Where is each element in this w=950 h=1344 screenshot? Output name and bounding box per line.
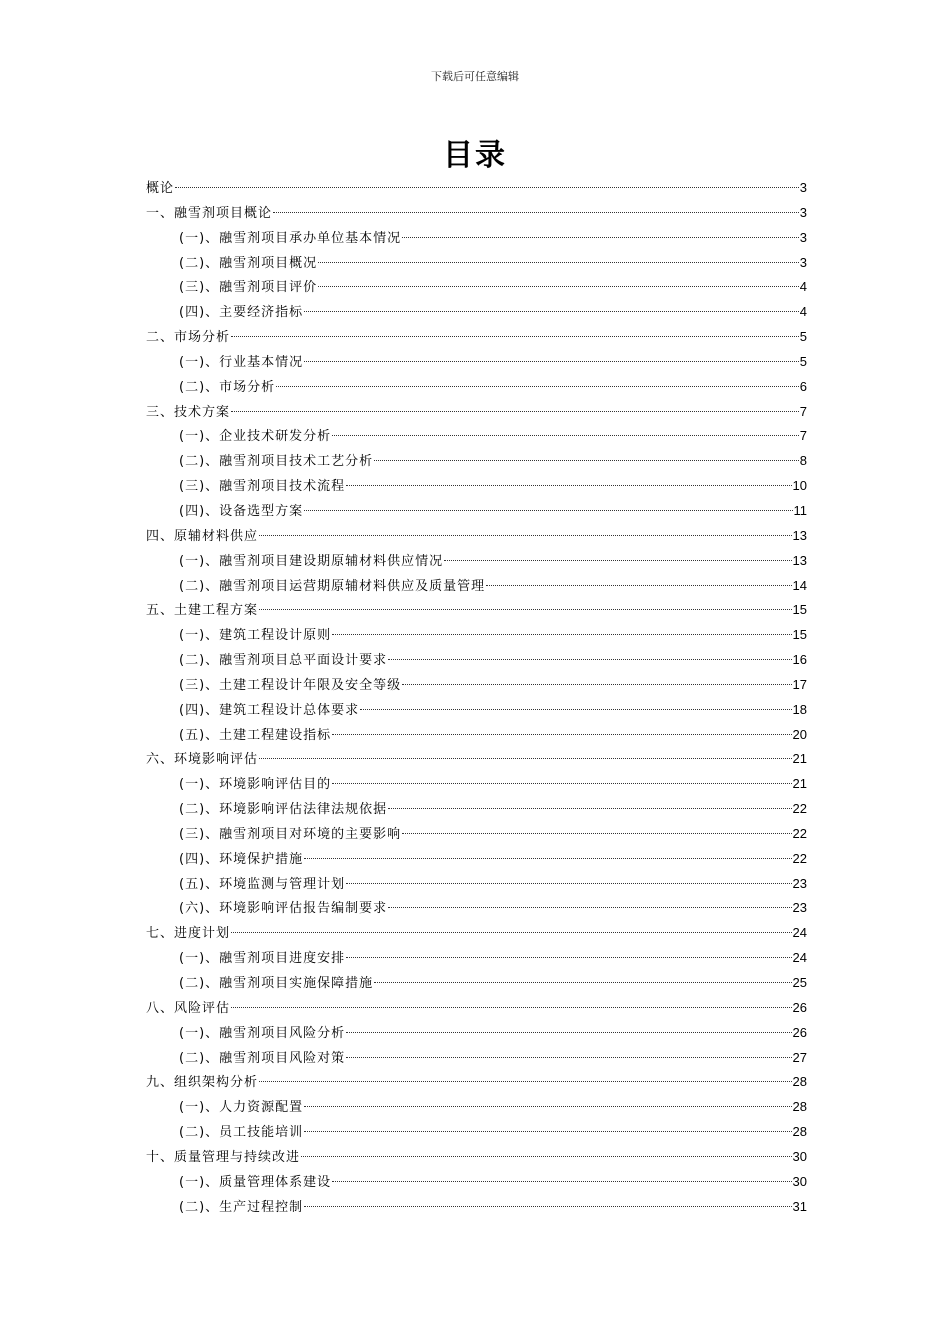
toc-entry-label: (一)、行业基本情况 xyxy=(179,354,304,370)
toc-dot-leader xyxy=(332,734,791,735)
toc-entry-label: (三)、融雪剂项目评价 xyxy=(179,280,318,296)
toc-entry-label: (一)、建筑工程设计原则 xyxy=(179,628,332,644)
toc-entry[interactable] xyxy=(146,847,807,872)
toc-dot-leader xyxy=(332,634,791,635)
toc-entry[interactable] xyxy=(146,474,807,499)
toc-dot-leader xyxy=(304,858,791,859)
toc-entry-page-number: 4 xyxy=(799,304,807,320)
toc-entry-label: 九、组织架构分析 xyxy=(146,1075,259,1091)
toc-entry[interactable] xyxy=(146,251,807,276)
toc-dot-leader xyxy=(332,1181,791,1182)
toc-entry-page-number: 11 xyxy=(793,502,807,518)
toc-entry[interactable] xyxy=(146,1070,807,1095)
toc-entry[interactable] xyxy=(146,226,807,251)
toc-entry-label: (二)、融雪剂项目概况 xyxy=(179,255,318,271)
toc-entry[interactable] xyxy=(146,623,807,648)
toc-dot-leader xyxy=(332,435,799,436)
toc-entry-label: 八、风险评估 xyxy=(146,1000,231,1016)
toc-entry-page-number: 22 xyxy=(792,801,807,817)
toc-dot-leader xyxy=(231,1007,792,1008)
toc-entry-label: (一)、质量管理体系建设 xyxy=(179,1174,332,1190)
toc-entry-page-number: 26 xyxy=(792,1024,807,1040)
toc-entry[interactable] xyxy=(146,1195,807,1220)
toc-dot-leader xyxy=(346,1032,791,1033)
header-note: 下载后可任意编辑 xyxy=(431,70,519,83)
toc-entry[interactable] xyxy=(146,772,807,797)
toc-entry[interactable] xyxy=(146,1095,807,1120)
toc-entry-label: (三)、土建工程设计年限及安全等级 xyxy=(179,677,402,693)
toc-entry-label: (二)、生产过程控制 xyxy=(179,1199,304,1215)
toc-entry[interactable] xyxy=(146,971,807,996)
toc-entry-label: (五)、环境监测与管理计划 xyxy=(179,876,346,892)
toc-entry-page-number: 24 xyxy=(792,925,807,941)
toc-dot-leader xyxy=(231,932,792,933)
toc-title: 目录 xyxy=(443,138,507,173)
toc-entry-page-number: 28 xyxy=(792,1074,807,1090)
toc-entry[interactable] xyxy=(146,1170,807,1195)
toc-entry-page-number: 7 xyxy=(799,403,807,419)
toc-entry-page-number: 31 xyxy=(792,1198,807,1214)
toc-entry-page-number: 5 xyxy=(799,329,807,345)
table-of-contents xyxy=(146,176,807,1219)
toc-entry[interactable] xyxy=(146,598,807,623)
toc-entry[interactable] xyxy=(146,1145,807,1170)
toc-entry-label: (二)、融雪剂项目风险对策 xyxy=(179,1050,346,1066)
toc-entry[interactable] xyxy=(146,797,807,822)
toc-entry-label: (二)、环境影响评估法律法规依据 xyxy=(179,802,388,818)
toc-entry-page-number: 15 xyxy=(792,602,807,618)
toc-dot-leader xyxy=(388,659,791,660)
toc-entry[interactable] xyxy=(146,822,807,847)
toc-dot-leader xyxy=(231,411,799,412)
toc-dot-leader xyxy=(276,386,799,387)
toc-entry-label: (二)、员工技能培训 xyxy=(179,1125,304,1141)
toc-dot-leader xyxy=(346,485,791,486)
toc-entry-label: (一)、融雪剂项目承办单位基本情况 xyxy=(179,230,402,246)
toc-entry-page-number: 17 xyxy=(792,676,807,692)
toc-entry-page-number: 16 xyxy=(792,652,807,668)
toc-dot-leader xyxy=(304,1131,791,1132)
toc-entry[interactable] xyxy=(146,275,807,300)
toc-dot-leader xyxy=(486,585,791,586)
toc-dot-leader xyxy=(231,336,799,337)
toc-entry[interactable] xyxy=(146,574,807,599)
toc-entry-page-number: 7 xyxy=(799,428,807,444)
toc-entry[interactable] xyxy=(146,996,807,1021)
toc-entry[interactable] xyxy=(146,747,807,772)
toc-entry-page-number: 21 xyxy=(792,751,807,767)
toc-dot-leader xyxy=(259,609,792,610)
toc-entry-page-number: 18 xyxy=(792,701,807,717)
toc-entry[interactable] xyxy=(146,449,807,474)
toc-dot-leader xyxy=(304,311,799,312)
toc-entry-page-number: 10 xyxy=(792,478,807,494)
toc-entry-label: (二)、融雪剂项目实施保障措施 xyxy=(179,976,374,991)
toc-entry-page-number: 3 xyxy=(799,180,807,195)
toc-entry[interactable] xyxy=(146,921,807,946)
toc-entry[interactable] xyxy=(146,946,807,971)
toc-dot-leader xyxy=(301,1156,792,1157)
toc-entry[interactable] xyxy=(146,648,807,673)
toc-dot-leader xyxy=(374,982,791,983)
toc-entry-label: (二)、融雪剂项目运营期原辅材料供应及质量管理 xyxy=(179,578,486,594)
toc-entry-label: 五、土建工程方案 xyxy=(146,603,259,619)
toc-entry[interactable] xyxy=(146,400,807,425)
toc-entry[interactable] xyxy=(146,201,807,226)
toc-dot-leader xyxy=(374,460,799,461)
toc-entry-label: (四)、主要经济指标 xyxy=(179,305,304,321)
toc-entry-page-number: 23 xyxy=(792,875,807,891)
toc-entry-label: (四)、建筑工程设计总体要求 xyxy=(179,702,360,718)
toc-entry-label: 概论 xyxy=(146,181,175,196)
toc-entry[interactable] xyxy=(146,1046,807,1071)
toc-entry[interactable] xyxy=(146,698,807,723)
toc-entry-page-number: 30 xyxy=(792,1173,807,1189)
toc-entry[interactable] xyxy=(146,549,807,574)
toc-entry[interactable] xyxy=(146,499,807,524)
toc-entry-label: (六)、环境影响评估报告编制要求 xyxy=(179,901,388,917)
toc-entry-label: 一、融雪剂项目概论 xyxy=(146,205,273,221)
toc-entry-page-number: 30 xyxy=(792,1148,807,1164)
toc-entry-label: (三)、融雪剂项目技术流程 xyxy=(179,479,346,495)
toc-dot-leader xyxy=(259,758,792,759)
toc-dot-leader xyxy=(402,833,791,834)
toc-entry[interactable] xyxy=(146,673,807,698)
toc-dot-leader xyxy=(304,510,792,511)
toc-entry[interactable] xyxy=(146,872,807,897)
toc-dot-leader xyxy=(304,1106,791,1107)
toc-entry-label: 七、进度计划 xyxy=(146,926,231,942)
toc-entry-label: (四)、设备选型方案 xyxy=(179,503,304,519)
toc-entry-page-number: 8 xyxy=(799,453,807,469)
toc-entry-label: 四、原辅材料供应 xyxy=(146,528,259,544)
toc-dot-leader xyxy=(259,1081,792,1082)
toc-entry-label: 二、市场分析 xyxy=(146,330,231,346)
toc-entry[interactable] xyxy=(146,375,807,400)
toc-entry-label: 十、质量管理与持续改进 xyxy=(146,1149,301,1165)
toc-dot-leader xyxy=(360,709,791,710)
toc-entry-page-number: 21 xyxy=(792,776,807,792)
toc-dot-leader xyxy=(259,535,792,536)
toc-entry-label: (一)、融雪剂项目风险分析 xyxy=(179,1025,346,1041)
toc-entry-page-number: 4 xyxy=(799,279,807,295)
toc-dot-leader xyxy=(318,262,799,263)
toc-dot-leader xyxy=(273,212,799,213)
toc-entry[interactable] xyxy=(146,1021,807,1046)
toc-entry-page-number: 24 xyxy=(792,950,807,966)
toc-entry[interactable] xyxy=(146,1120,807,1145)
toc-entry-page-number: 28 xyxy=(792,1124,807,1140)
toc-entry-label: (四)、环境保护措施 xyxy=(179,851,304,867)
toc-entry-page-number: 22 xyxy=(792,850,807,866)
toc-entry-page-number: 13 xyxy=(792,552,807,568)
toc-entry-page-number: 28 xyxy=(792,1099,807,1115)
toc-entry-label: (二)、融雪剂项目总平面设计要求 xyxy=(179,653,388,669)
toc-entry-label: (一)、环境影响评估目的 xyxy=(179,777,332,793)
toc-dot-leader xyxy=(346,1057,791,1058)
toc-dot-leader xyxy=(346,883,791,884)
toc-entry-page-number: 26 xyxy=(792,999,807,1015)
toc-dot-leader xyxy=(444,560,791,561)
toc-entry-page-number: 25 xyxy=(792,975,807,990)
toc-entry-label: (一)、企业技术研发分析 xyxy=(179,429,332,445)
toc-dot-leader xyxy=(388,907,791,908)
toc-entry-label: (一)、融雪剂项目进度安排 xyxy=(179,951,346,967)
toc-dot-leader xyxy=(318,286,799,287)
toc-entry-page-number: 3 xyxy=(799,254,807,270)
toc-entry[interactable] xyxy=(146,424,807,449)
toc-entry-page-number: 3 xyxy=(799,204,807,220)
toc-entry-page-number: 27 xyxy=(792,1049,807,1065)
toc-dot-leader xyxy=(304,361,799,362)
toc-entry[interactable] xyxy=(146,524,807,549)
toc-entry-label: (五)、土建工程建设指标 xyxy=(179,727,332,743)
toc-entry[interactable] xyxy=(146,325,807,350)
toc-dot-leader xyxy=(346,957,791,958)
toc-entry-label: (一)、融雪剂项目建设期原辅材料供应情况 xyxy=(179,553,444,569)
toc-entry[interactable] xyxy=(146,723,807,748)
toc-entry[interactable] xyxy=(146,176,807,201)
toc-entry-page-number: 13 xyxy=(792,527,807,543)
toc-entry-page-number: 6 xyxy=(799,378,807,394)
toc-entry-page-number: 23 xyxy=(792,900,807,916)
toc-dot-leader xyxy=(402,684,791,685)
toc-entry[interactable] xyxy=(146,350,807,375)
toc-entry-label: (一)、人力资源配置 xyxy=(179,1100,304,1116)
toc-entry[interactable] xyxy=(146,896,807,921)
toc-entry-page-number: 22 xyxy=(792,825,807,841)
toc-entry-label: (三)、融雪剂项目对环境的主要影响 xyxy=(179,826,402,842)
toc-entry-page-number: 20 xyxy=(792,726,807,742)
toc-dot-leader xyxy=(388,808,791,809)
toc-entry-page-number: 15 xyxy=(792,627,807,643)
toc-dot-leader xyxy=(332,783,791,784)
toc-entry-label: 三、技术方案 xyxy=(146,404,231,420)
toc-entry-page-number: 3 xyxy=(799,229,807,245)
toc-entry-label: (二)、融雪剂项目技术工艺分析 xyxy=(179,454,374,470)
toc-entry[interactable] xyxy=(146,300,807,325)
toc-dot-leader xyxy=(402,237,799,238)
toc-entry-label: 六、环境影响评估 xyxy=(146,752,259,768)
toc-entry-page-number: 14 xyxy=(792,577,807,593)
toc-entry-label: (二)、市场分析 xyxy=(179,379,276,395)
toc-entry-page-number: 5 xyxy=(799,353,807,369)
toc-dot-leader xyxy=(175,187,799,188)
toc-dot-leader xyxy=(304,1206,791,1207)
